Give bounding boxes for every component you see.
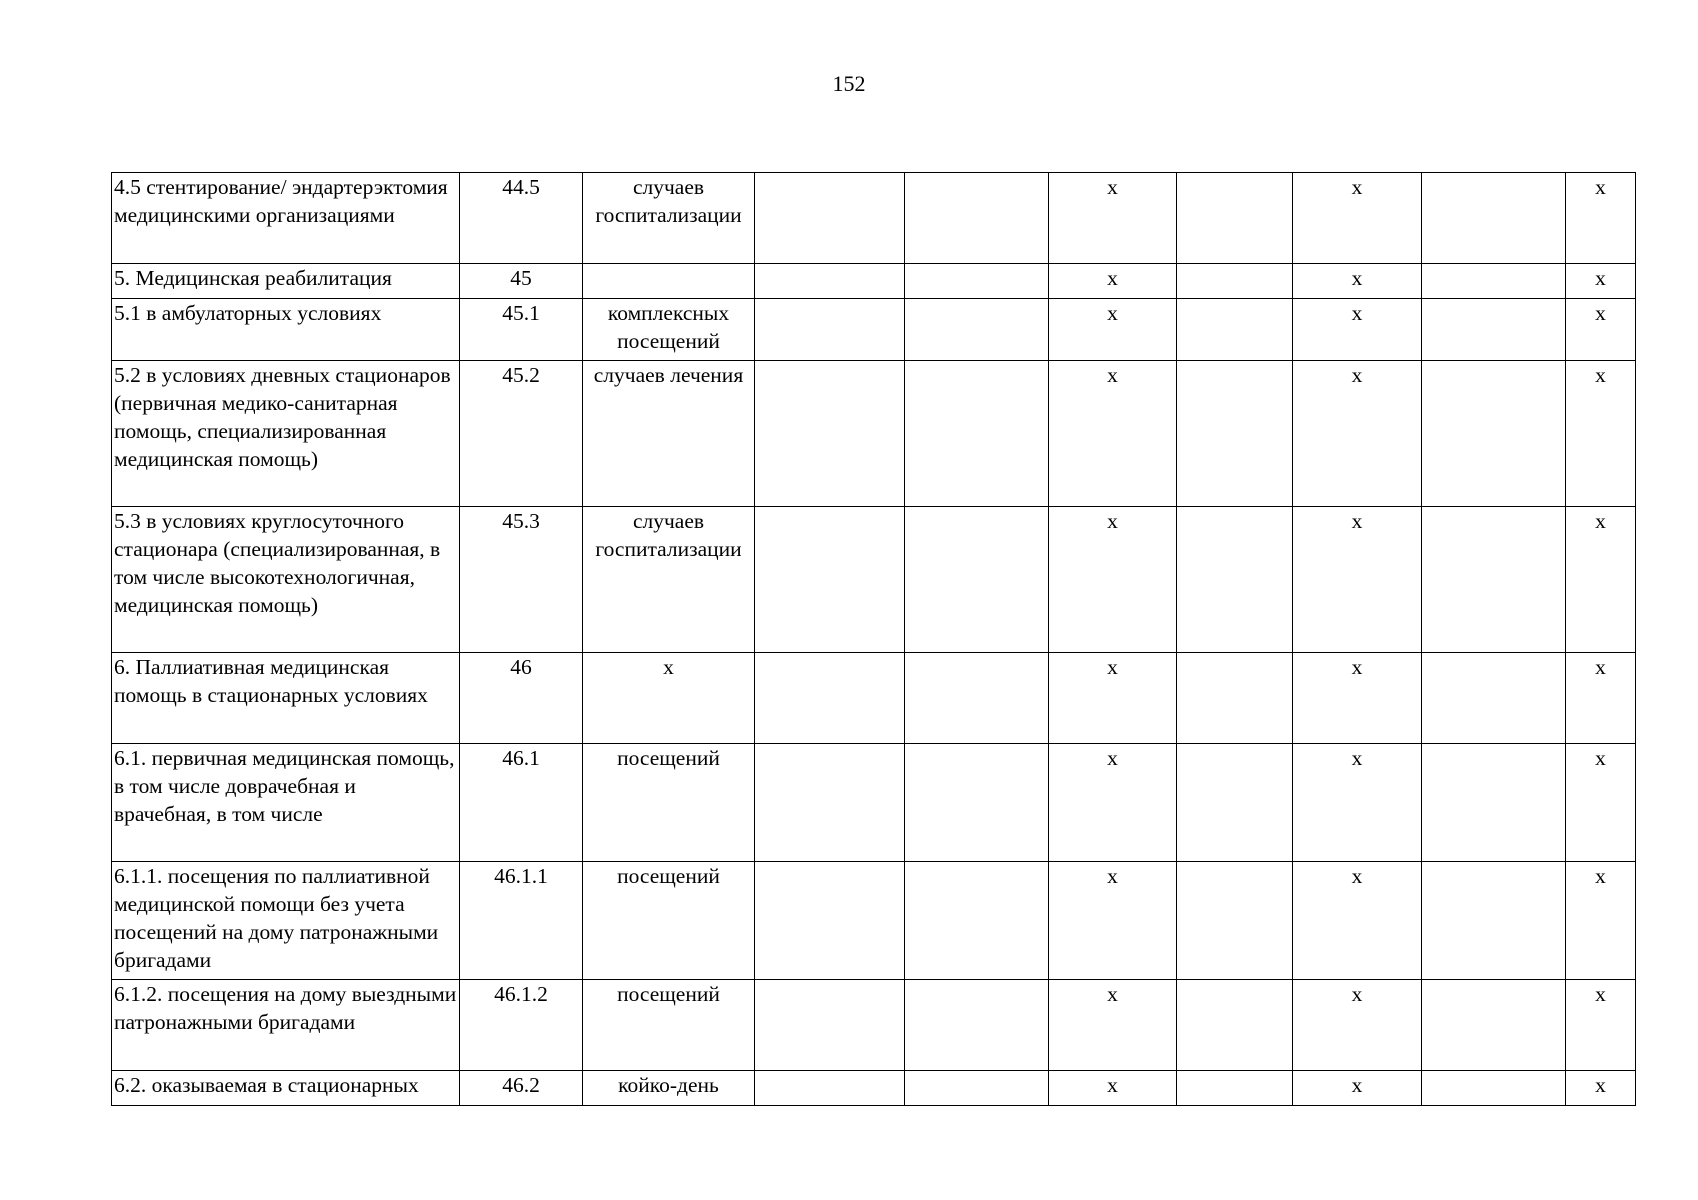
row-unit-cell: посещений (583, 862, 755, 980)
row-unit-cell: посещений (583, 744, 755, 862)
value-cell (755, 653, 905, 744)
value-cell (1177, 173, 1293, 264)
row-unit-cell: случаев госпитализации (583, 173, 755, 264)
value-cell (755, 744, 905, 862)
value-cell: х (1566, 507, 1636, 653)
row-name-cell: 6.1.1. посещения по паллиативной медицинской помощи без учета посещений на дому патронажными бригадами (112, 862, 460, 980)
value-cell (755, 361, 905, 507)
value-cell: х (1566, 744, 1636, 862)
value-cell (1422, 507, 1566, 653)
value-cell: х (1049, 980, 1177, 1071)
value-cell (905, 507, 1049, 653)
row-unit-cell: случаев лечения (583, 361, 755, 507)
value-cell: х (1049, 361, 1177, 507)
value-cell: х (1049, 264, 1177, 299)
row-name-cell: 6. Паллиативная медицинская помощь в стационарных условиях (112, 653, 460, 744)
row-unit-cell: посещений (583, 980, 755, 1071)
value-cell (1177, 1071, 1293, 1106)
value-cell (905, 862, 1049, 980)
value-cell: х (1566, 1071, 1636, 1106)
value-cell (755, 264, 905, 299)
value-cell: х (1566, 980, 1636, 1071)
row-name-cell: 6.1. первичная медицинская помощь, в том числе доврачебная и врачебная, в том числе (112, 744, 460, 862)
value-cell: х (1293, 173, 1422, 264)
row-code-cell: 45.3 (460, 507, 583, 653)
value-cell (1177, 264, 1293, 299)
value-cell (755, 299, 905, 361)
value-cell: х (1293, 264, 1422, 299)
data-table (111, 172, 1636, 1106)
value-cell (1177, 980, 1293, 1071)
value-cell (1422, 744, 1566, 862)
value-cell (755, 862, 905, 980)
value-cell: х (1293, 862, 1422, 980)
table-row (112, 361, 1636, 507)
row-code-cell: 46 (460, 653, 583, 744)
value-cell (1177, 862, 1293, 980)
table-row (112, 653, 1636, 744)
value-cell (905, 173, 1049, 264)
value-cell: х (1293, 980, 1422, 1071)
value-cell (1422, 653, 1566, 744)
table-row (112, 862, 1636, 980)
row-unit-cell: случаев госпитализации (583, 507, 755, 653)
row-name-cell: 6.1.2. посещения на дому выездными патронажными бригадами (112, 980, 460, 1071)
value-cell (905, 980, 1049, 1071)
table-row (112, 173, 1636, 264)
value-cell: х (1293, 653, 1422, 744)
row-code-cell: 45.1 (460, 299, 583, 361)
value-cell (1177, 653, 1293, 744)
value-cell (905, 299, 1049, 361)
table-row (112, 264, 1636, 299)
value-cell (905, 264, 1049, 299)
row-code-cell: 46.1.1 (460, 862, 583, 980)
value-cell: х (1293, 507, 1422, 653)
value-cell (1177, 507, 1293, 653)
row-name-cell: 5.3 в условиях круглосуточного стационара (специализированная, в том числе высокотехнологичная, медицинская помощь) (112, 507, 460, 653)
page-number: 152 (832, 71, 866, 96)
row-unit-cell: х (583, 653, 755, 744)
value-cell: х (1566, 264, 1636, 299)
value-cell (1177, 744, 1293, 862)
value-cell (755, 1071, 905, 1106)
value-cell: х (1049, 299, 1177, 361)
value-cell (755, 980, 905, 1071)
row-unit-cell (583, 264, 755, 299)
value-cell: х (1566, 173, 1636, 264)
value-cell (755, 507, 905, 653)
value-cell (1422, 264, 1566, 299)
value-cell: х (1049, 1071, 1177, 1106)
value-cell: х (1566, 862, 1636, 980)
value-cell (905, 1071, 1049, 1106)
value-cell: х (1293, 361, 1422, 507)
value-cell: х (1293, 744, 1422, 862)
value-cell (1422, 173, 1566, 264)
row-name-cell: 5.2 в условиях дневных стационаров (первичная медико-санитарная помощь, специализированная медицинская помощь) (112, 361, 460, 507)
value-cell (1422, 980, 1566, 1071)
value-cell: х (1049, 507, 1177, 653)
value-cell: х (1566, 299, 1636, 361)
value-cell: х (1049, 862, 1177, 980)
row-name-cell: 4.5 стентирование/ эндартерэктомия медицинскими организациями (112, 173, 460, 264)
value-cell (1177, 361, 1293, 507)
table-row (112, 507, 1636, 653)
row-code-cell: 46.2 (460, 1071, 583, 1106)
value-cell (905, 744, 1049, 862)
value-cell (1422, 1071, 1566, 1106)
row-code-cell: 45.2 (460, 361, 583, 507)
row-code-cell: 46.1 (460, 744, 583, 862)
value-cell (1177, 299, 1293, 361)
value-cell (905, 361, 1049, 507)
table-row (112, 1071, 1636, 1106)
row-code-cell: 46.1.2 (460, 980, 583, 1071)
value-cell: х (1049, 744, 1177, 862)
value-cell (1422, 862, 1566, 980)
value-cell: х (1293, 1071, 1422, 1106)
value-cell: х (1049, 173, 1177, 264)
table-row (112, 744, 1636, 862)
value-cell: х (1293, 299, 1422, 361)
row-name-cell: 5.1 в амбулаторных условиях (112, 299, 460, 361)
row-code-cell: 45 (460, 264, 583, 299)
row-unit-cell: койко-день (583, 1071, 755, 1106)
table-row (112, 980, 1636, 1071)
value-cell (905, 653, 1049, 744)
value-cell: х (1566, 653, 1636, 744)
value-cell (1422, 361, 1566, 507)
value-cell: х (1566, 361, 1636, 507)
value-cell: х (1049, 653, 1177, 744)
value-cell (755, 173, 905, 264)
row-code-cell: 44.5 (460, 173, 583, 264)
row-name-cell: 5. Медицинская реабилитация (112, 264, 460, 299)
row-name-cell: 6.2. оказываемая в стационарных (112, 1071, 460, 1106)
table-row (112, 299, 1636, 361)
row-unit-cell: комплексных посещений (583, 299, 755, 361)
value-cell (1422, 299, 1566, 361)
